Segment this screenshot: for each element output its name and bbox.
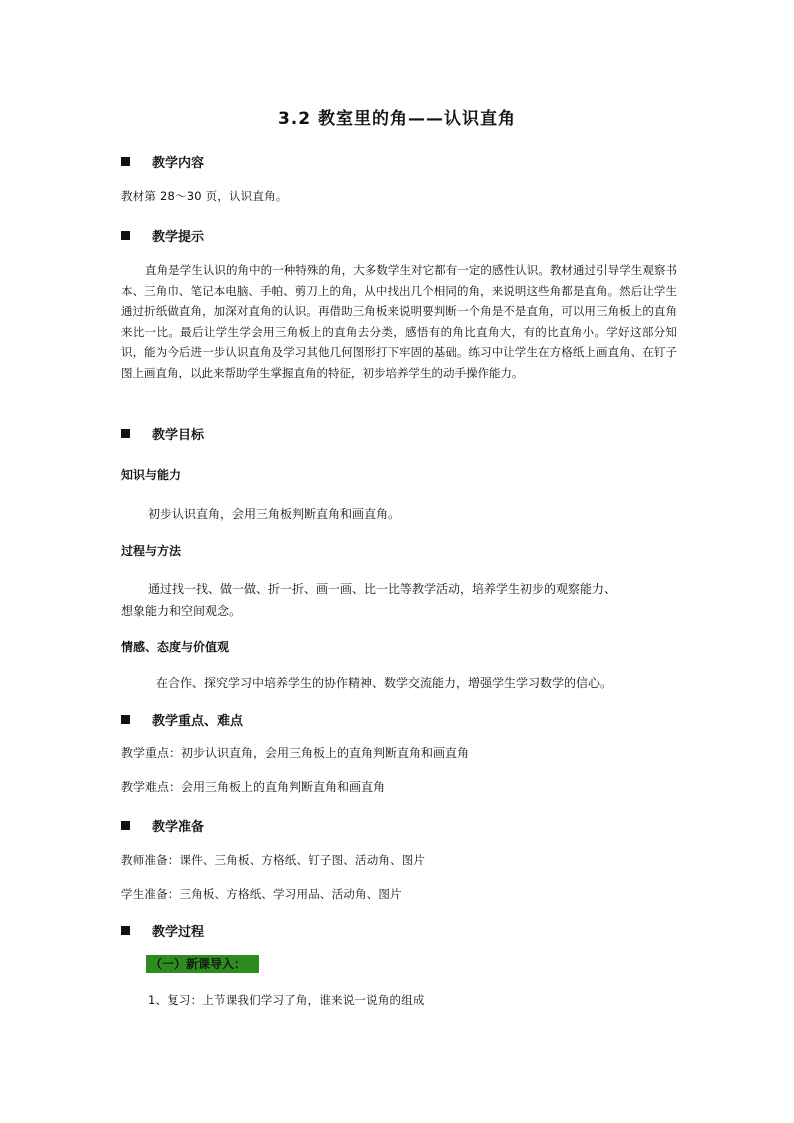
goal2-label: 过程与方法 [121,544,182,558]
heading-goals [121,424,204,443]
step1-text: 1、复习：上节课我们学习了角，谁来说一说角的组成 [148,993,425,1007]
heading-content [121,152,204,171]
key-point-text: 教学重点：初步认识直角，会用三角板上的直角判断直角和画直角 [121,746,470,760]
goal3-text: 在合作、探究学习中培养学生的协作精神、数学交流能力，增强学生学习数学的信心。 [156,676,613,690]
goal1-text: 初步认识直角，会用三角板判断直角和画直角。 [148,507,401,521]
heading-key-points [121,710,243,729]
heading-label: 教学过程 [152,925,205,940]
heading-label: 教学准备 [152,820,205,835]
difficult-point-text: 教学难点：会用三角板上的直角判断直角和画直角 [121,780,386,794]
square-bullet-icon [121,821,130,830]
document-title: 3.2 教室里的角——认识直角 [277,109,517,129]
teacher-prep-text: 教师准备：课件、三角板、方格纸、钉子图、活动角、图片 [121,853,426,867]
square-bullet-icon [121,926,130,935]
square-bullet-icon [121,715,130,724]
heading-preparation [121,816,204,835]
heading-label: 教学重点、难点 [152,714,244,729]
tips-paragraph: 直角是学生认识的角中的一种特殊的角，大多数学生对它都有一定的感性认识。教材通过引导学生观察书本、三角巾、笔记本电脑、手帕、剪刀上的角，从中找出几个相同的角，来说明这些角都是直角。然后让学生通过折纸做直角，加深对直角的认识。再借助三角板来说明要判断一个角是不是直角，可以用三角板上的直角来比一比。最后让学生学会用三角板上的直角去分类，感悟有的角比直角大，有的比直角小。学好这部分知识，能为今后进一步认识直角及学习其他几何图形打下牢固的基础。练习中让学生在方格纸上画直角、在钉子图上画直角，以此来帮助学生掌握直角的特征，初步培养学生的动手操作能力。 [121,263,677,380]
square-bullet-icon [121,231,130,240]
goal2-text-line2: 想象能力和空间观念。 [121,604,242,618]
heading-label: 教学目标 [152,428,205,443]
goal3-label: 情感、态度与价值观 [121,640,230,654]
heading-tips [121,226,204,245]
heading-label: 教学提示 [152,230,205,245]
square-bullet-icon [121,429,130,438]
step-label-highlight: （一）新课导入： [146,955,259,973]
content-text: 教材第 28～30 页，认识直角。 [121,189,288,203]
goal2-text-line1: 通过找一找、做一做、折一折、画一画、比一比等教学活动，培养学生初步的观察能力、 [148,582,617,596]
goal1-label: 知识与能力 [121,468,182,482]
student-prep-text: 学生准备：三角板、方格纸、学习用品、活动角、图片 [121,887,402,901]
heading-label: 教学内容 [152,156,205,171]
square-bullet-icon [121,157,130,166]
heading-process [121,921,204,940]
